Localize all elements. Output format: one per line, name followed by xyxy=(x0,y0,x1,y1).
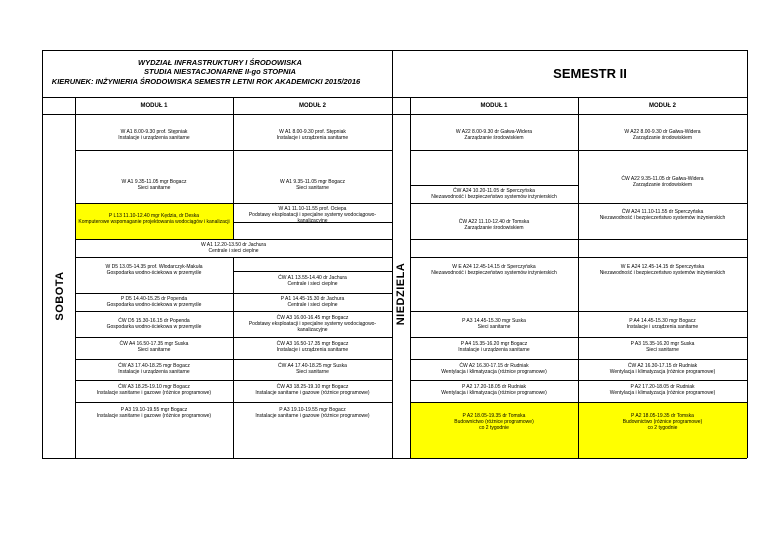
sun-m1-slot: W A22 8.00-9.30 dr Gałwa-Widera Zarządzanie środowiskiem xyxy=(455,129,533,142)
sat-m2-slot: P A3 19.10-19.55 mgr Bogacz Instalacje sanitarne i gazowe (różnice programowe) xyxy=(255,407,370,420)
sun-m2-slot: P A3 15.35-16.20 mgr Suska Sieci sanitarne xyxy=(630,341,695,354)
sun-m2-slot: P A2 18.05-19.35 dr Tomska Budownictwo (różnice programowe) co 2 tygodnie xyxy=(622,413,703,432)
sat-m2-slot: ĆW A4 17.40-18.25 mgr Suska Sieci sanitarne xyxy=(278,363,347,376)
sun-m2-slot: W A22 8.00-9.30 dr Gałwa-Widera Zarządzanie środowiskiem xyxy=(624,129,701,142)
sat-m2-slot: ĆW A1 13.55-14.40 dr Jachura Centrale i sieci cieplne xyxy=(278,275,347,288)
col-header-sun-m2: MODUŁ 2 xyxy=(649,103,676,109)
sun-m1-slot: P A2 17.20-18.05 dr Rudniak Wentylacja i klimatyzacja (różnice programowe) xyxy=(441,384,547,397)
col-header-sat-m1: MODUŁ 1 xyxy=(140,103,168,109)
sat-m2-slot: W A1 8.00-9.30 prof. Stępniak Instalacje i urządzenia sanitarne xyxy=(276,129,349,142)
sat-m1-slot: ĆW D5 15.30-16.15 dr Popenda Gospodarka wodno-ściekowa w przemyśle xyxy=(106,318,202,331)
sun-m2-slot: W E A24 12.45-14.15 dr Sperczyńska Niezawodność i bezpieczeństwo systemów inżynierskich xyxy=(599,264,726,277)
sat-m1-slot: W A1 9.35-11.05 mgr Bogacz Sieci sanitarne xyxy=(121,179,187,192)
col-header-sat-m2: MODUŁ 2 xyxy=(299,103,326,109)
sun-m1-slot: P A4 15.35-16.20 mgr Bogacz Instalacje i urządzenia sanitarne xyxy=(458,341,530,354)
sun-m1-slot: ĆW A2 16.30-17.15 dr Rudniak Wentylacja i klimatyzacja (różnice programowe) xyxy=(441,363,547,376)
programme-line: KIERUNEK: INŻYNIERIA ŚRODOWISKA SEMESTR LETNI ROK AKADEMICKI 2015/2016 xyxy=(51,77,361,86)
sat-m1-slot: W A1 8.00-9.30 prof. Stępniak Instalacje i urządzenia sanitarne xyxy=(118,129,190,142)
sat-m1-slot: P D5 14.40-15.25 dr Popenda Gospodarka wodno-ściekowa w przemyśle xyxy=(106,296,202,309)
sun-m1-slot: ĆW A24 10.20-11.05 dr Sperczyńska Niezawodność i bezpieczeństwo systemów inżynierskich xyxy=(431,188,557,201)
day-label-saturday: SOBOTA xyxy=(54,271,66,321)
sat-m1-slot: P L13 11.10-12.40 mgr Kędzia, dr Deska Komputerowe wspomaganie projektowania wodociągów i kanalizacji xyxy=(78,213,230,226)
sun-m1-slot: ĆW A22 11.10-12.40 dr Tomska Zarządzanie środowiskiem xyxy=(458,219,530,232)
sat-m2-slot: ĆW A3 18.25-19.10 mgr Bogacz Instalacje sanitarne i gazowe (różnice programowe) xyxy=(255,384,370,397)
faculty-title: WYDZIAŁ INFRASTRUKTURY I ŚRODOWISKA xyxy=(138,58,302,67)
sat-shared-slot: W A1 12.20-13.50 dr Jachura Centrale i sieci cieplne xyxy=(200,242,267,255)
sat-m2-slot: ĆW A3 16.00-16.45 mgr Bogacz Podstawy eksploatacji i specjalne systemy wodociągowo-kanalizacyjne xyxy=(248,315,377,334)
col-header-sun-m1: MODUŁ 1 xyxy=(480,103,508,109)
sun-m2-slot: P A2 17.20-18.05 dr Rudniak Wentylacja i klimatyzacja (różnice programowe) xyxy=(609,384,716,397)
sun-m1-slot: P A2 18.05-19.35 dr Tomska Budownictwo (różnice programowe) co 2 tygodnie xyxy=(454,413,534,432)
sat-m1-slot: ĆW A3 18.25-19.10 mgr Bogacz Instalacje sanitarne i gazowe (różnice programowe) xyxy=(96,384,212,397)
sun-m1-slot: P A3 14.45-15.30 mgr Suska Sieci sanitarne xyxy=(462,318,526,331)
sun-m2-slot: P A4 14.45-15.30 mgr Bogacz Instalacje i urządzenia sanitarne xyxy=(626,318,699,331)
sat-m2-slot: W A1 9.35-11.05 mgr Bogacz Sieci sanitarne xyxy=(280,179,345,192)
sun-m1-slot: W E A24 12.45-14.15 dr Sperczyńska Niezawodność i bezpieczeństwo systemów inżynierskich xyxy=(431,264,557,277)
sat-m1-slot: W D5 13.05-14.35 prof. Włodarczyk-Makuła Gospodarka wodno-ściekowa w przemyśle xyxy=(105,264,203,277)
sun-m2-slot: ĆW A2 16.30-17.15 dr Rudniak Wentylacja i klimatyzacja (różnice programowe) xyxy=(609,363,716,376)
study-type: STUDIA NIESTACJONARNE II-go STOPNIA xyxy=(144,67,296,76)
sun-m2-slot: ĆW A24 11.10-11.55 dr Sperczyńska Niezawodność i bezpieczeństwo systemów inżynierskich xyxy=(599,209,726,222)
day-label-sunday: NIEDZIELA xyxy=(395,262,407,326)
sat-m1-slot: P A3 19.10-19.55 mgr Bogacz Instalacje sanitarne i gazowe (różnice programowe) xyxy=(96,407,212,420)
sun-m2-slot: ĆW A22 9.35-11.05 dr Gałwa-Widera Zarządzanie środowiskiem xyxy=(621,176,704,189)
sat-m1-slot: ĆW A3 17.40-18.25 mgr Bogacz Instalacje i urządzenia sanitarne xyxy=(118,363,190,376)
sat-m2-slot: P A1 14.45-15.30 dr Jachura Centrale i sieci cieplne xyxy=(280,296,345,309)
semester-title: SEMESTR II xyxy=(553,66,627,81)
sat-m1-slot: ĆW A4 16.50-17.35 mgr Suska Sieci sanitarne xyxy=(119,341,189,354)
sat-m2-slot: W A1 11.10-11.55 prof. Ociepa Podstawy eksploatacji i specjalne systemy wodociągowo-kanalizacyjne xyxy=(248,206,377,225)
sat-m2-slot: ĆW A3 16.50-17.35 mgr Bogacz Instalacje i urządzenia sanitarne xyxy=(276,341,349,354)
